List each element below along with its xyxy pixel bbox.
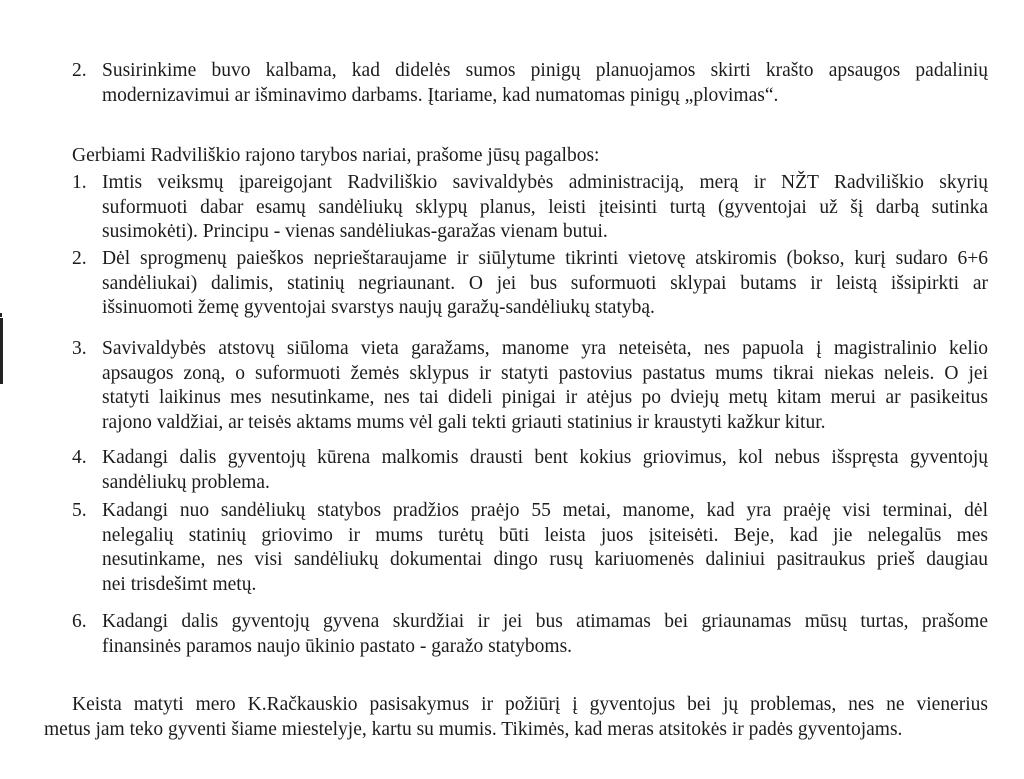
intro-item-line: Susirinkime buvo kalbama, kad didelės sumos pinigų planuojamos skirti krašto apsaugos padalinių: [102, 60, 988, 81]
margin-scan-mark: [0, 313, 2, 317]
request-line: sandėliukų problema.: [102, 471, 270, 493]
request-number: 5.: [72, 500, 87, 521]
request-line: Kadangi nuo sandėliukų statybos pradžios praėjo 55 metai, manome, kad yra praėję visi terminai, dėl: [102, 500, 988, 521]
request-line: Savivaldybės atstovų siūloma vieta garažams, manome yra neteisėta, nes papuola į magistralinio kelio: [102, 338, 988, 359]
request-number: 1.: [72, 172, 87, 193]
intro-item-number: 2.: [72, 60, 87, 81]
request-line: nei trisdešimt metų.: [102, 573, 257, 595]
closing-paragraph: [44, 693, 988, 742]
appeal-heading: Gerbiami Radviliškio rajono tarybos nariai, prašome jūsų pagalbos:: [72, 145, 600, 166]
intro-item-line: modernizavimui ar išminavimo darbams. Įtariame, kad numatomas pinigų „plovimas“.: [102, 84, 779, 106]
request-line: suformuoti dabar esamų sandėliukų sklypų planus, leisti įteisinti turtą (gyventojai už šį darbą sutinka: [102, 196, 988, 218]
request-number: 4.: [72, 447, 87, 468]
margin-scan-mark: [0, 318, 3, 384]
request-line: apsaugos zoną, o suformuoti žemės sklypus ir statyti pastovius pastatus mums tikrai niekas neleis. O jei: [102, 362, 988, 384]
request-line: susimokėti). Principu - vienas sandėliukas-garažas vienam butui.: [102, 221, 608, 242]
request-item-1: [72, 171, 988, 245]
request-line: Kadangi dalis gyventojų kūrena malkomis drausti bent kokius griovimus, kol nebus išspręsta gyventojų: [102, 447, 988, 468]
request-line: statyti laikinus mes nesutinkame, nes tai dideli pinigai ir atėjus po dviejų metų kitam merui ar pasikeitus: [102, 387, 988, 408]
request-number: 6.: [72, 611, 87, 632]
request-item-6: [72, 610, 988, 659]
request-line: nelegalių statinių griovimo ir mums turėtų būti leista juos įsiteisėti. Beje, kad jie nelegalūs mes: [102, 524, 988, 546]
request-line: rajono valdžiai, ar teisės aktams mums vėl gali tekti griauti statinius ir kraustyti kažkur kitur.: [102, 411, 826, 433]
request-line: finansinės paramos naujo ūkinio pastato - garažo statyboms.: [102, 635, 573, 657]
request-item-5: [72, 499, 988, 597]
request-item-2: [72, 247, 988, 321]
request-line: sandėliukai) dalimis, statinių negriaunant. O jei bus suformuoti sklypai butams ir leistą išsipirkti ar: [102, 272, 988, 294]
request-line: Imtis veiksmų įpareigojant Radviliškio savivaldybės administraciją, merą ir NŽT Radviliškio skyrių: [102, 172, 988, 193]
intro-item: [72, 59, 988, 108]
closing-line: Keista matyti mero K.Račkauskio pasisakymus ir požiūrį į gyventojus bei jų problemas, nes ne vienerius: [72, 694, 988, 715]
request-number: 3.: [72, 338, 87, 359]
request-line: nesutinkame, nes visi sandėliukų dokumentai dingo rusų kariuomenės daliniui pasitraukus prieš daugiau: [102, 549, 988, 570]
request-line: Dėl sprogmenų paieškos neprieštaraujame ir siūlytume tikrinti vietovę atskiromis (bokso, kurį sudaro 6+6: [102, 248, 988, 269]
request-item-4: [72, 446, 988, 495]
request-line: Kadangi dalis gyventojų gyvena skurdžiai ir jei bus atimamas bei griaunamas mūsų turtas, prašome: [102, 611, 988, 632]
request-line: išsinuomoti žemę gyventojai svarstys naujų garažų-sandėliukų statybą.: [102, 297, 655, 318]
request-item-3: [72, 337, 988, 435]
request-number: 2.: [72, 248, 87, 269]
closing-line: metus jam teko gyventi šiame miestelyje, kartu su mumis. Tikimės, kad meras atsitokės ir padės gyventojams.: [44, 718, 903, 740]
